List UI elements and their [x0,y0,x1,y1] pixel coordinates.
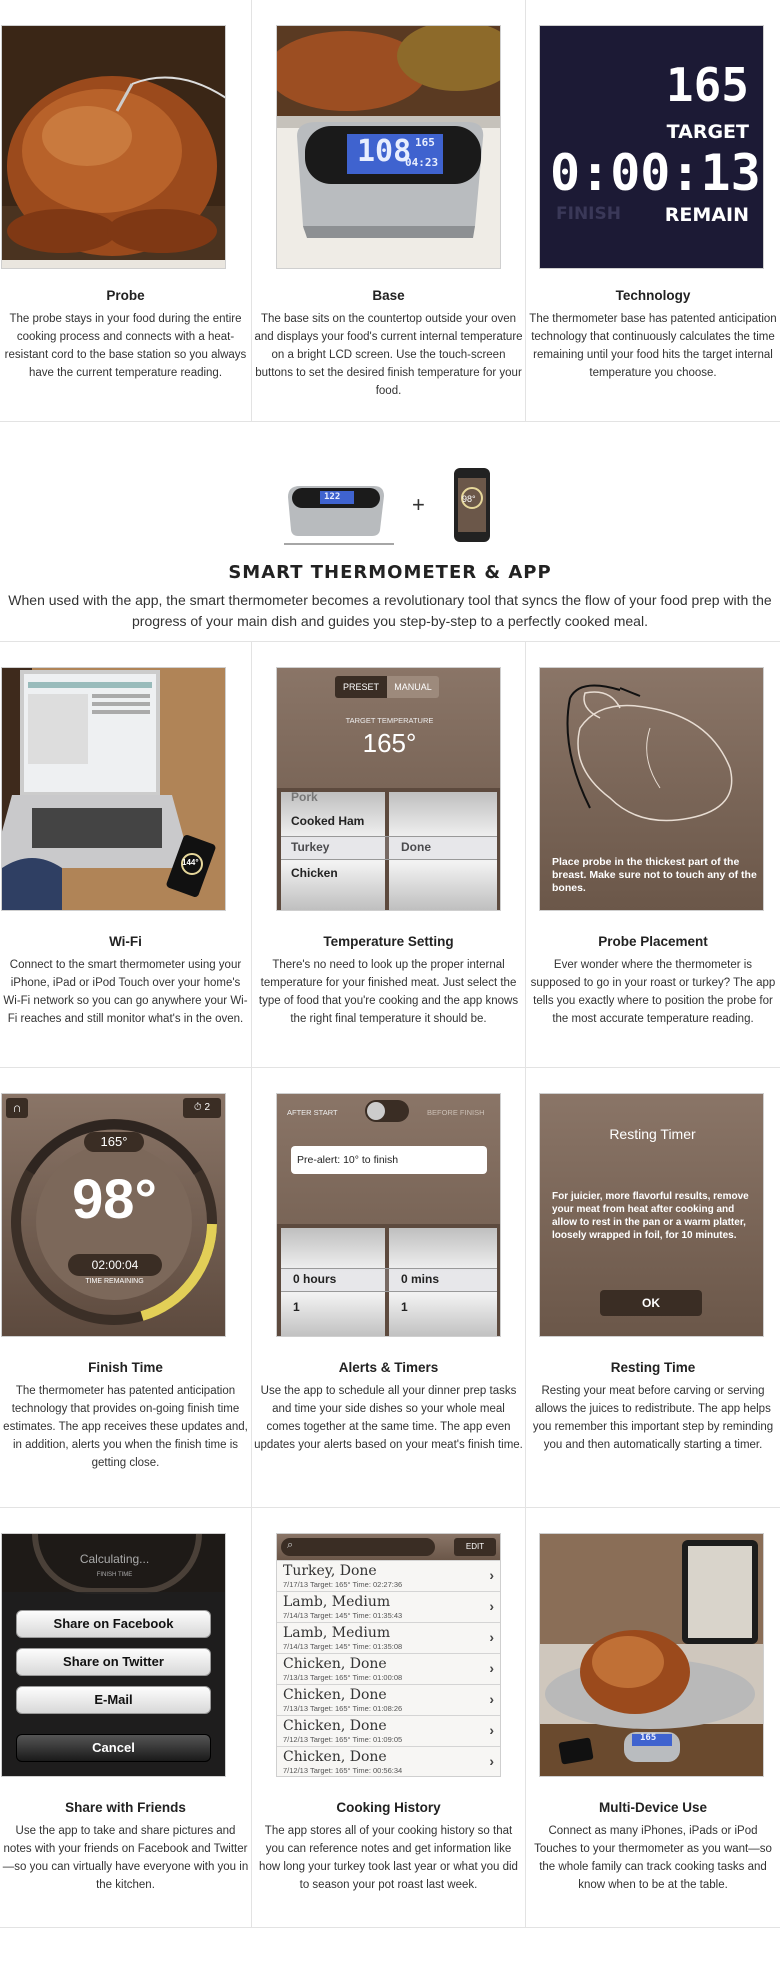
feature-title: Share with Friends [65,1800,186,1815]
plus-sign: + [412,492,425,517]
history-name: Chicken, Done [283,1687,387,1703]
history-item[interactable] [277,1591,501,1622]
stopwatch-icon: ⏱ [193,1102,205,1113]
features-row-4 [0,1068,780,1508]
history-name: Turkey, Done [283,1563,377,1579]
picker-item[interactable]: Pork [291,790,318,804]
feature-title: Multi-Device Use [598,1800,708,1815]
history-details: 7/13/13 Target: 165° Time: 01:00:08 [283,1673,403,1682]
target-temperature-label: TARGET TEMPERATURE [345,716,434,725]
wifi-image [1,667,226,911]
history-name: Chicken, Done [283,1718,387,1734]
chevron-right-icon: › [489,1660,494,1676]
features-row-1 [0,0,780,422]
cancel-button[interactable]: Cancel [16,1734,211,1762]
mins-next[interactable]: 1 [401,1300,408,1314]
history-item[interactable] [277,1653,501,1684]
feature-description: There's no need to look up the proper internal temperature for your finished meat. Just select the type of food that you're cooking and the app knows the right final temperature it should be. [258,959,519,1025]
alerts-timers-screen [276,1093,501,1337]
duration-picker[interactable] [277,1224,501,1337]
probe-placement-screen [539,667,764,911]
tab-preset[interactable]: PRESET [335,676,387,698]
share-email-button[interactable]: E-Mail [16,1686,211,1714]
history-details: 7/14/13 Target: 145° Time: 01:35:08 [283,1642,403,1651]
tech-remain-label: REMAIN [664,204,749,226]
feature-title: Technology [615,288,691,303]
feature-description: The thermometer has patented anticipation technology that provides on-going finish time estimates. The app receives these updates and, in addition, alerts you when the finish time is getting close. [3,1385,248,1469]
features-row-3 [0,642,780,1068]
history-details: 7/12/13 Target: 165° Time: 01:09:05 [283,1735,403,1744]
calculating-text: Calculating... [79,1552,150,1566]
finish-time-label: FINISH TIME [96,1572,133,1578]
chevron-right-icon: › [489,1753,494,1769]
feature-title: Base [372,288,405,303]
multi-device-feature [526,1508,780,1927]
timer-count-badge[interactable] [183,1098,221,1118]
history-details: 7/17/13 Target: 165° Time: 02:27:36 [283,1580,403,1589]
after-start-label: AFTER START [287,1108,338,1117]
chevron-right-icon: › [489,1567,494,1583]
history-name: Chicken, Done [283,1656,387,1672]
base-feature [252,0,526,421]
before-finish-label: BEFORE FINISH [427,1108,485,1117]
chevron-right-icon: › [489,1629,494,1645]
feature-description: Use the app to schedule all your dinner prep tasks and time your side dishes so your whole meal comes together at the same time. The app even updates your alerts based on your meat's finish time. [254,1385,523,1451]
features-row-5 [0,1508,780,1928]
feature-description: The app stores all of your cooking history so that you can reference notes and get information like how long your turkey took last year or what you did to season your pot roast last week. [259,1825,518,1891]
finish-time-feature [0,1068,252,1507]
history-details: 7/14/13 Target: 145° Time: 01:35:43 [283,1611,403,1620]
probe-placement-feature [526,642,780,1067]
alert-mode-toggle[interactable] [365,1100,409,1122]
promo-section [0,422,780,642]
search-icon: ⌕ [287,1539,294,1551]
temperature-setting-feature [252,642,526,1067]
timer-count: 2 [204,1102,211,1113]
chevron-right-icon: › [489,1722,494,1738]
feature-description: Connect to the smart thermometer using your iPhone, iPad or iPod Touch over your home's Wi-Fi network so you can go anywhere your Wi-Fi reaches and still monitor what's in the oven. [3,959,248,1025]
share-screen [1,1533,226,1777]
time-remaining-value: 02:00:04 [68,1254,162,1276]
tech-time-remaining: 0:00:13 [550,144,761,202]
hours-value[interactable]: 0 hours [293,1272,337,1286]
multi-device-image [539,1533,764,1777]
base-lcd-time: 04:23 [405,156,439,169]
search-input[interactable] [281,1538,435,1556]
finish-target-temp: 165° [84,1132,144,1152]
wifi-phone-value: 144° [182,858,199,867]
probe-placement-instruction: Place probe in the thickest part of the breast. Make sure not to touch any of the bones. [552,856,757,894]
feature-title: Finish Time [88,1360,163,1375]
history-name: Lamb, Medium [283,1625,391,1641]
promo-lcd: 122 [324,492,341,502]
feature-title: Wi-Fi [109,934,142,949]
history-item[interactable] [277,1684,501,1715]
time-remaining-label: TIME REMAINING [85,1278,144,1285]
mins-value[interactable]: 0 mins [401,1272,440,1286]
base-lcd-target: 165 [415,136,435,149]
resting-timer-message: For juicier, more flavorful results, remove your meat from heat after cooking and allow to rest in the pan or a warm platter, loosely wrapped in foil, for 10 minutes. [552,1191,749,1241]
feature-description: Connect as many iPhones, iPads or iPod Touches to your thermometer as you want—so the whole family can track cooking tasks and know when to be at the table. [534,1825,772,1891]
probe-image [1,25,226,269]
wifi-feature [0,642,252,1067]
picker-item-selected[interactable]: Done [401,840,431,854]
cooking-history-feature [252,1508,526,1927]
temperature-setting-screen [276,667,501,911]
finish-time-screen [1,1093,226,1337]
feature-title: Cooking History [336,1800,441,1815]
base-image [276,25,501,269]
share-feature [0,1508,252,1927]
tech-target-value: 165 [665,58,749,112]
chevron-right-icon: › [489,1598,494,1614]
multi-device-lcd: 165 [640,1733,657,1743]
base-lcd-main: 108 [357,134,412,169]
promo-phone-value: 98° [462,494,476,504]
feature-description: The base sits on the countertop outside your oven and displays your food's current internal temperature on a bright LCD screen. Use the touch-screen buttons to set the desired finish temperature for your food. [254,313,523,397]
history-item[interactable] [277,1622,501,1653]
promo-title: SMART THERMOMETER & APP [228,562,552,583]
tech-target-label: TARGET [666,121,749,143]
history-item[interactable] [277,1560,501,1591]
feature-description: The probe stays in your food during the entire cooking process and connects with a heat-resistant cord to the base station so you always have the current temperature reading. [4,313,247,379]
history-name: Lamb, Medium [283,1594,391,1610]
feature-title: Probe [106,288,145,303]
ok-button[interactable]: OK [600,1290,702,1316]
history-details: 7/12/13 Target: 165° Time: 00:56:34 [283,1766,403,1775]
history-item[interactable] [277,1746,501,1777]
cooking-history-screen [276,1533,501,1777]
history-toolbar [277,1534,501,1560]
tab-manual[interactable]: MANUAL [387,676,439,698]
tech-finish-label: FINISH [556,204,621,224]
history-item[interactable] [277,1715,501,1746]
food-picker[interactable] [277,788,501,911]
alerts-timers-feature [252,1068,526,1507]
feature-description: Ever wonder where the thermometer is supposed to go in your roast or turkey? The app tells you exactly where to position the probe for the most accurate temperature reading. [530,959,776,1025]
share-twitter-button[interactable]: Share on Twitter [16,1648,211,1676]
resting-timer-screen [539,1093,764,1337]
feature-title: Temperature Setting [323,934,454,949]
picker-item-selected[interactable]: Turkey [291,840,330,854]
hours-next[interactable]: 1 [293,1300,300,1314]
technology-image [539,25,764,269]
chevron-right-icon: › [489,1691,494,1707]
feature-description: Use the app to take and share pictures and notes with your friends on Facebook and Twitter—so you can virtually have everyone with you in the kitchen. [2,1825,249,1891]
history-name: Chicken, Done [283,1749,387,1765]
picker-item[interactable]: Cooked Ham [291,814,365,828]
edit-button[interactable]: EDIT [454,1538,496,1556]
app-logo-icon[interactable]: ∩ [6,1098,28,1118]
share-facebook-button[interactable]: Share on Facebook [16,1610,211,1638]
current-temperature: 98° [72,1167,157,1230]
resting-timer-title: Resting Timer [609,1126,696,1142]
product-illustration [284,462,504,552]
probe-feature [0,0,252,421]
resting-time-feature [526,1068,780,1507]
feature-title: Probe Placement [598,934,708,949]
feature-description: The thermometer base has patented anticipation technology that continuously calculates the time remaining until your food hits the target internal temperature you choose. [529,313,777,379]
target-temperature-value: 165° [362,728,417,758]
history-details: 7/13/13 Target: 165° Time: 01:08:26 [283,1704,403,1713]
picker-item[interactable]: Chicken [291,866,338,880]
feature-title: Resting Time [610,1360,696,1375]
feature-title: Alerts & Timers [338,1360,439,1375]
promo-text: When used with the app, the smart thermometer becomes a revolutionary tool that syncs the flow of your food prep with the progress of your main dish and guides you step-by-step to a perfectly cooked meal. [8,592,772,629]
technology-feature [526,0,780,421]
feature-description: Resting your meat before carving or serving allows the juices to redistribute. The app helps you remember this important step by reminding you and then automatically starting a timer. [532,1385,774,1451]
prealert-field[interactable]: Pre-alert: 10° to finish [291,1146,487,1174]
